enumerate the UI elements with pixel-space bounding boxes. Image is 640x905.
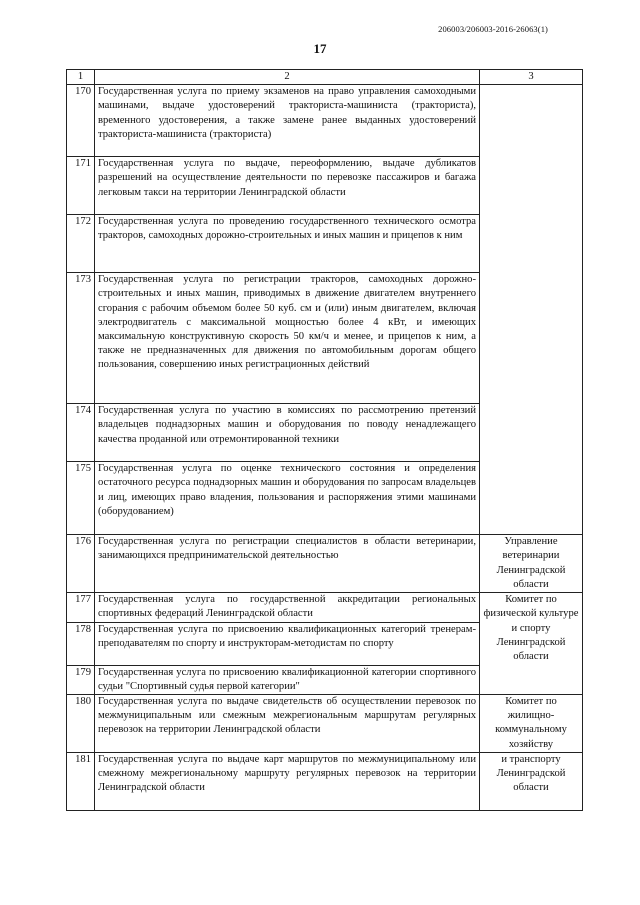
row-number: 178: [67, 622, 95, 665]
services-table: [66, 69, 583, 811]
document-code: 206003/206003-2016-26063(1): [438, 24, 548, 34]
row-number: 171: [67, 157, 95, 215]
row-number: 181: [67, 753, 95, 811]
row-number: 170: [67, 85, 95, 157]
row-number: 174: [67, 404, 95, 462]
service-description: Государственная услуга по выдаче свидетельств об осуществлении перевозок по межмуниципальным или смежным межрегиональным маршрутам регулярных перевозок на территории Ленинградской области: [95, 695, 480, 753]
row-number: 177: [67, 593, 95, 622]
service-description: Государственная услуга по присвоению квалификационных категорий тренерам-преподавателям по спорту и инструкторам-методистам по спорту: [95, 622, 480, 665]
organization-sport: Комитет по физической культуре и спорту Ленинградской области: [480, 593, 583, 695]
table-row: [67, 753, 583, 811]
row-number: 173: [67, 273, 95, 404]
table-row: [67, 535, 583, 593]
service-description: Государственная услуга по участию в комиссиях по рассмотрению претензий владельцев поднадзорных машин и оборудования по поводу ненадлежащего качества проданной или отремонтированной техники: [95, 404, 480, 462]
row-number: 176: [67, 535, 95, 593]
service-description: Государственная услуга по выдаче карт маршрутов по межмуниципальному или смежному межрегиональному маршруту регулярных перевозок на территории Ленинградской области: [95, 753, 480, 811]
organization-cell-empty: [480, 85, 583, 535]
column-header-2: 2: [95, 70, 480, 85]
service-description: Государственная услуга по выдаче, переоформлению, выдаче дубликатов разрешений на осуществление деятельности по перевозке пассажиров и багажа легковым такси на территории Ленинградской области: [95, 157, 480, 215]
table-row: [67, 593, 583, 622]
organization-transport-part1: Комитет по жилищно-коммунальному хозяйству: [480, 695, 583, 753]
row-number: 172: [67, 215, 95, 273]
row-number: 175: [67, 462, 95, 535]
column-header-1: 1: [67, 70, 95, 85]
row-number: 179: [67, 665, 95, 694]
table-row: [67, 695, 583, 753]
row-number: 180: [67, 695, 95, 753]
service-description: Государственная услуга по государственной аккредитации региональных спортивных федераций Ленинградской области: [95, 593, 480, 622]
table-header-row: [67, 70, 583, 85]
organization-transport-part2: и транспорту Ленинградской области: [480, 753, 583, 811]
table-row: [67, 85, 583, 157]
service-description: Государственная услуга по оценке технического состояния и определения остаточного ресурса поднадзорных машин и оборудования по запросам владельцев и лиц, имеющих право владения, пользования и распоряжения этими машинами (оборудованием): [95, 462, 480, 535]
service-description: Государственная услуга по проведению государственного технического осмотра тракторов, самоходных дорожно-строительных и иных машин и прицепов к ним: [95, 215, 480, 273]
page-number: 17: [313, 41, 327, 56]
column-header-3: 3: [480, 70, 583, 85]
service-description: Государственная услуга по присвоению квалификационной категории спортивного судьи "Спортивный судья первой категории": [95, 665, 480, 694]
service-description: Государственная услуга по регистрации тракторов, самоходных дорожно-строительных и иных машин, приводимых в движение двигателем внутреннего сгорания с рабочим объемом более 50 куб. см и (или) иным двигателем, включая электродвигатель с максимальной мощностью более 4 кВт, и имеющих максимальную конструктивную скорость 50 км/ч и менее, и прицепов к ним, а также не предназначенных для движения по автомобильным дорогам общего пользования, совершению иных регистрационных действий: [95, 273, 480, 404]
organization-veterinary: Управление ветеринарии Ленинградской области: [480, 535, 583, 593]
service-description: Государственная услуга по регистрации специалистов в области ветеринарии, занимающихся предпринимательской деятельностью: [95, 535, 480, 593]
service-description: Государственная услуга по приему экзаменов на право управления самоходными машинами, выдаче удостоверений тракториста-машиниста (тракториста), временного удостоверения, а также замене ранее выданных удостоверений тракториста-машиниста (тракториста): [95, 85, 480, 157]
